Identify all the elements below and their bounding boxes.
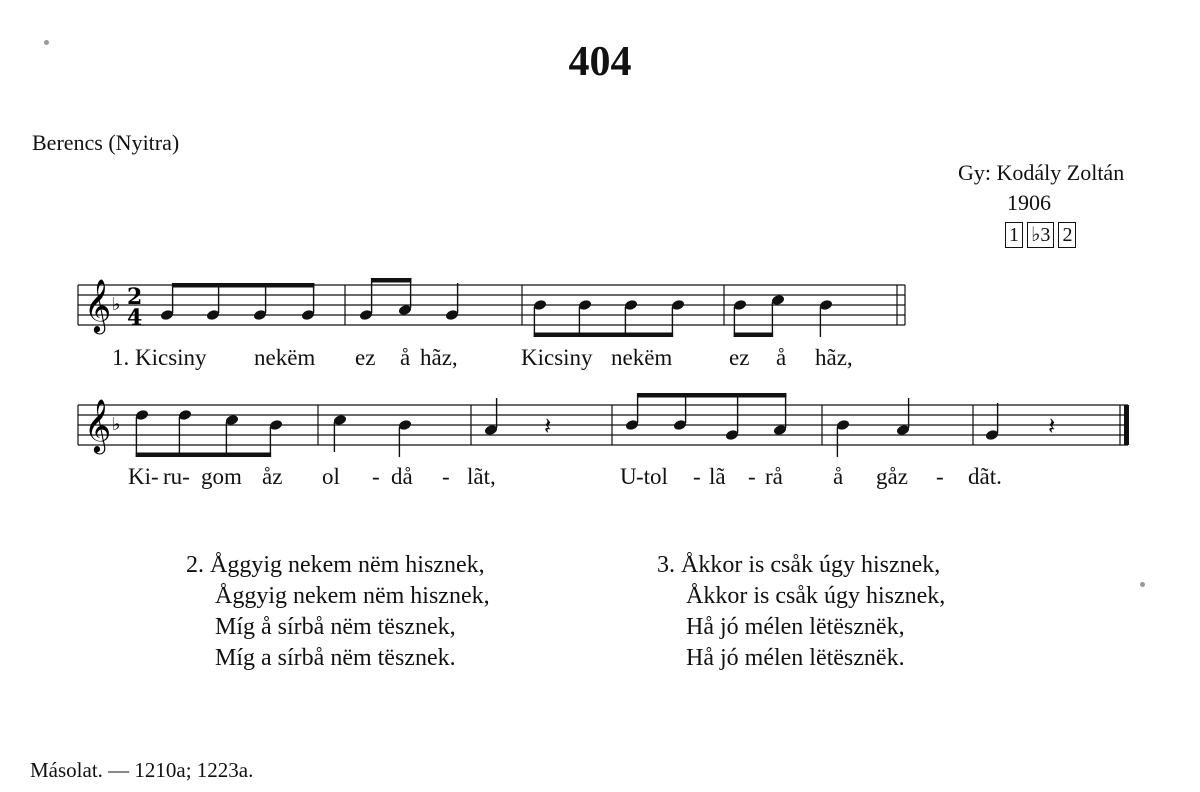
treble-clef: 𝄞 bbox=[84, 278, 112, 332]
cadence-code: 1 bbox=[1005, 222, 1023, 248]
lyric-syllable: dãt. bbox=[968, 464, 1002, 489]
lyric-syllable: å bbox=[776, 345, 787, 370]
note-beam bbox=[734, 333, 773, 338]
cadence-code: ♭3 bbox=[1027, 222, 1054, 248]
verse-3 bbox=[657, 550, 945, 674]
note-beam bbox=[136, 453, 271, 458]
note-beam bbox=[172, 283, 314, 288]
location-label: Berencs (Nyitra) bbox=[32, 130, 180, 155]
lyric-syllable: hãz, bbox=[420, 345, 458, 370]
lyric-syllable: nekëm bbox=[254, 345, 316, 370]
quarter-rest: 𝄽 bbox=[544, 412, 552, 440]
lyric-syllable: hãz, bbox=[815, 345, 853, 370]
lyric-syllable: då bbox=[391, 464, 413, 489]
lyric-syllable: ez bbox=[355, 345, 376, 370]
lyric-syllable: rå bbox=[765, 464, 783, 489]
quarter-rest: 𝄽 bbox=[1048, 412, 1056, 440]
time-signature-top: 2 bbox=[127, 284, 143, 310]
lyric-syllable: gom bbox=[201, 464, 242, 489]
footer-reference: Másolat. — 1210a; 1223a. bbox=[30, 758, 254, 782]
note-beam bbox=[534, 333, 673, 338]
lyric-syllable: nekëm bbox=[611, 345, 673, 370]
lyric-syllable: - bbox=[693, 464, 701, 489]
lyric-syllable: U bbox=[620, 464, 637, 489]
verse-line: Míg a sírbå nëm tësznek. bbox=[215, 645, 456, 671]
verse-line: Åggyig nekem nëm hisznek, bbox=[215, 583, 490, 609]
lyric-syllable: Kicsiny bbox=[521, 345, 593, 370]
verse-line: Míg å sírbå nëm tësznek, bbox=[215, 614, 456, 640]
lyric-syllable: - bbox=[442, 464, 450, 489]
lyric-syllable: å bbox=[400, 345, 411, 370]
verse-line: 2. Åggyig nekem nëm hisznek, bbox=[186, 552, 485, 578]
lyric-syllable: - bbox=[936, 464, 944, 489]
lyric-syllable: Ki- bbox=[128, 464, 159, 489]
lyric-syllable: ol bbox=[322, 464, 340, 489]
staff-1 bbox=[78, 278, 905, 337]
time-signature-bottom: 4 bbox=[127, 305, 143, 331]
key-flat: ♭ bbox=[112, 414, 121, 435]
verse-line: Hå jó mélen lëtësznëk, bbox=[686, 614, 905, 640]
lyric-syllable: - bbox=[372, 464, 380, 489]
lyric-syllable: ru- bbox=[163, 464, 190, 489]
lyric-syllable: gåz bbox=[876, 464, 908, 489]
song-number: 404 bbox=[568, 39, 632, 85]
year-label: 1906 bbox=[1007, 190, 1051, 215]
lyric-syllable: ez bbox=[729, 345, 750, 370]
lyric-syllable: 1. Kicsiny bbox=[112, 345, 207, 370]
verse-line: Hå jó mélen lëtësznëk. bbox=[686, 645, 905, 671]
lyric-syllable: å bbox=[833, 464, 844, 489]
key-flat: ♭ bbox=[112, 294, 121, 315]
note-beam bbox=[637, 393, 786, 398]
lyric-syllable: - bbox=[748, 464, 756, 489]
lyric-syllable: -tol bbox=[636, 464, 668, 489]
final-barline bbox=[1124, 405, 1129, 445]
verse-line: Åkkor is csåk úgy hisznek, bbox=[686, 583, 946, 609]
verse-line: 3. Åkkor is csåk úgy hisznek, bbox=[657, 552, 941, 578]
verse-2 bbox=[186, 550, 490, 674]
lyric-syllable: åz bbox=[262, 464, 283, 489]
lyric-syllable: lã bbox=[709, 464, 726, 489]
paper-speck bbox=[1140, 582, 1145, 587]
note-beam bbox=[371, 278, 411, 283]
treble-clef: 𝄞 bbox=[84, 398, 112, 452]
cadence-code: 2 bbox=[1058, 222, 1076, 248]
lyric-syllable: lãt, bbox=[467, 464, 496, 489]
paper-speck bbox=[44, 40, 49, 45]
collector-label: Gy: Kodály Zoltán bbox=[958, 160, 1125, 185]
staff-2 bbox=[78, 393, 1129, 457]
